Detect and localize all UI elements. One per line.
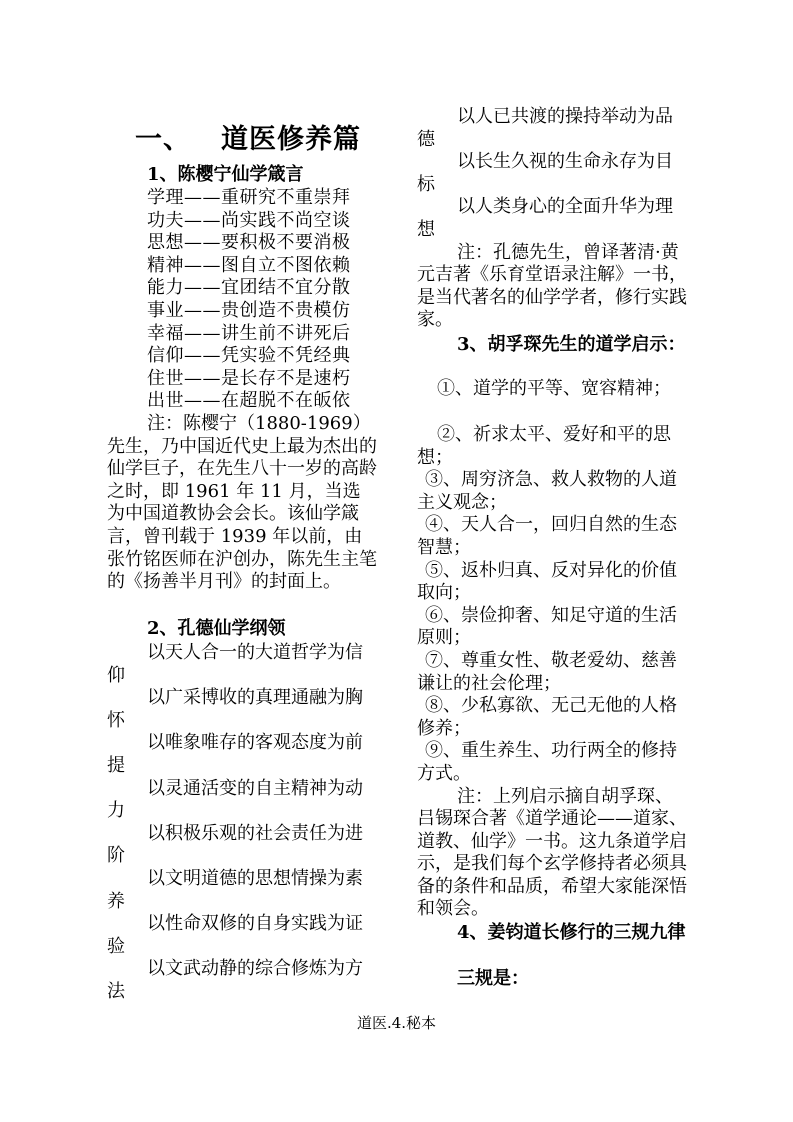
insight-item: ④、天人合一，回归自然的生态智慧； bbox=[417, 514, 677, 558]
program-item: 以唯象唯存的客观态度为前提 bbox=[107, 732, 363, 776]
program-item: 以灵通活变的自主精神为动力 bbox=[107, 777, 363, 822]
page-footer: 道医.4.秘本 bbox=[356, 1014, 437, 1032]
program-item: 以性命双修的自身实践为证验 bbox=[107, 913, 363, 957]
section1-note-lead: 注：陈樱宁（1880-1969） bbox=[147, 412, 371, 434]
insight-item: ⑨、重生养生、功行两全的修持方式。 bbox=[417, 740, 677, 784]
section1-heading: 1、陈樱宁仙学箴言 bbox=[147, 164, 304, 185]
section3-note: 注：上列启示摘自胡孚琛、吕锡琛合著《道学通论——道家、道教、仙学》一书。这九条道学启示，是我们每个玄学修持者必须具备的条件和品质，希望大家能深悟和领会。 bbox=[417, 785, 687, 920]
program-item: 以人类身心的全面升华为理想 bbox=[417, 196, 673, 240]
program-list-left bbox=[107, 642, 377, 1004]
insight-item: ①、道学的平等、宽容精神； bbox=[437, 378, 671, 399]
motto-item: 出世——在超脱不在皈依 bbox=[147, 390, 351, 412]
insight-item: ⑧、少私寡欲、无己无他的人格修养； bbox=[417, 695, 677, 739]
section2-heading: 2、孔德仙学纲领 bbox=[147, 618, 286, 639]
motto-item: 幸福——讲生前不讲死后 bbox=[147, 322, 351, 344]
motto-list bbox=[107, 187, 377, 594]
motto-item: 事业——贵创造不贵模仿 bbox=[147, 299, 351, 321]
title-number: 一、 bbox=[135, 124, 191, 155]
program-item: 以人已共渡的操持举动为品德 bbox=[417, 106, 673, 150]
program-item: 以天人合一的大道哲学为信仰 bbox=[107, 642, 363, 686]
motto-item: 信仰——凭实验不凭经典 bbox=[147, 345, 351, 367]
program-list-right bbox=[417, 106, 689, 332]
insight-item: ⑤、返朴归真、反对异化的价值取向； bbox=[417, 559, 677, 604]
program-item: 以文武动静的综合修炼为方法 bbox=[107, 958, 363, 1002]
section1-note-body: 先生，乃中国近代史上最为杰出的仙学巨子，在先生八十一岁的高龄之时，即 1961 年 11 月，当选为中国道教协会会长。该仙学箴言，曾刊载于 1939 年以前，由张竹铭医师在沪创办，陈先生主笔的《扬善半月刊》的封面上。 bbox=[107, 435, 377, 593]
motto-item: 能力——宜团结不宜分散 bbox=[147, 277, 351, 299]
section2-note: 注：孔德先生，曾译著清·黄元吉著《乐育堂语录注解》一书，是当代著名的仙学学者，修行实践家。 bbox=[417, 241, 687, 331]
page-title bbox=[135, 117, 361, 156]
section4-subheading: 三规是： bbox=[457, 968, 529, 989]
insight-list bbox=[417, 424, 689, 921]
insight-item: ⑦、尊重女性、敬老爱幼、慈善谦让的社会伦理； bbox=[417, 649, 677, 694]
motto-item: 思想——要积极不要消极 bbox=[147, 232, 351, 254]
motto-item: 功夫——尚实践不尚空谈 bbox=[147, 209, 351, 231]
program-item: 以积极乐观的社会责任为进阶 bbox=[107, 822, 363, 867]
program-item: 以长生久视的生命永存为目标 bbox=[417, 151, 673, 195]
section3-heading: 3、胡孚琛先生的道学启示： bbox=[457, 334, 686, 355]
title-text: 道医修养篇 bbox=[221, 124, 361, 155]
motto-item: 精神——图自立不图依赖 bbox=[147, 254, 351, 276]
motto-item: 住世——是长存不是速朽 bbox=[147, 367, 351, 389]
insight-item: ③、周穷济急、救人救物的人道主义观念； bbox=[417, 469, 677, 513]
motto-item: 学理——重研究不重崇拜 bbox=[147, 187, 351, 208]
insight-item: ②、祈求太平、爱好和平的思想； bbox=[417, 424, 671, 468]
section4-heading: 4、姜钧道长修行的三规九律 bbox=[457, 922, 686, 943]
program-item: 以广采博收的真理通融为胸怀 bbox=[107, 687, 363, 731]
insight-item: ⑥、崇俭抑奢、知足守道的生活原则； bbox=[417, 604, 677, 649]
program-item: 以文明道德的思想情操为素养 bbox=[107, 867, 363, 912]
